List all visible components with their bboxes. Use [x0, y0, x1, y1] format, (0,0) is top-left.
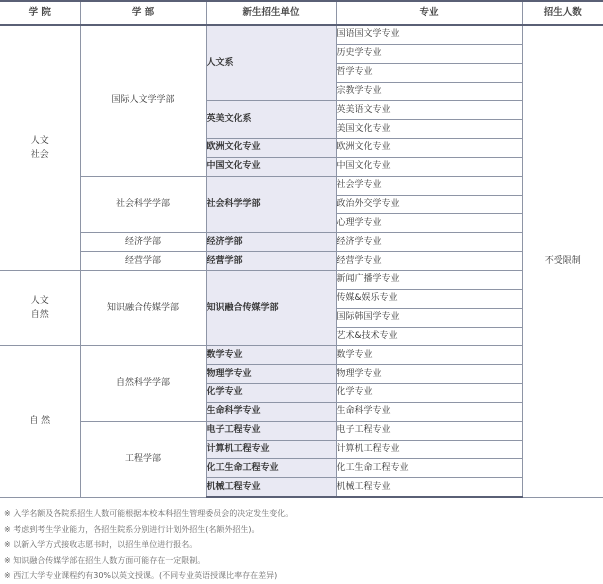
unit-knowledge-media: 知识融合传媒学部: [206, 270, 336, 345]
major-cell: 历史学专业: [336, 44, 522, 63]
faculty-intl-humanities: 国际人文学学部: [80, 25, 206, 176]
major-cell: 中国文化专业: [336, 157, 522, 176]
header-unit: 新生招生单位: [206, 1, 336, 25]
major-cell: 政治外交学专业: [336, 195, 522, 214]
unit-economics: 经济学部: [206, 233, 336, 252]
faculty-economics: 经济学部: [80, 233, 206, 252]
major-cell: 电子工程专业: [336, 421, 522, 440]
major-cell: 哲学专业: [336, 63, 522, 82]
table-row: [0, 270, 603, 289]
table-row: [0, 176, 603, 195]
unit-chemistry: 化学专业: [206, 384, 336, 403]
unit-european-culture: 欧洲文化专业: [206, 139, 336, 158]
unit-physics: 物理学专业: [206, 365, 336, 384]
major-cell: 传媒&娱乐专业: [336, 289, 522, 308]
college-humanities-nature: 人文 自然: [0, 270, 80, 345]
footnote: ※ 知识融合传媒学部在招生人数方面可能存在一定限制。: [4, 555, 206, 565]
college-humanities-social: 人文 社会: [0, 25, 80, 270]
unit-business: 经营学部: [206, 252, 336, 271]
unit-humanities: 人文系: [206, 25, 336, 101]
major-cell: 美国文化专业: [336, 120, 522, 139]
header-major: 专业: [336, 1, 522, 25]
footnote: ※ 入学名额及各院系招生人数可能根据本校本科招生管理委员会的决定发生变化。: [4, 509, 294, 518]
table-row: [0, 346, 603, 365]
major-cell: 机械工程专业: [336, 478, 522, 497]
quota-cell: 不受限制: [522, 25, 603, 497]
table-row: [0, 252, 603, 271]
faculty-business: 经营学部: [80, 252, 206, 271]
unit-electronic: 电子工程专业: [206, 421, 336, 440]
major-cell: 心理学专业: [336, 214, 522, 233]
major-cell: 欧洲文化专业: [336, 139, 522, 158]
major-cell: 国语国文学专业: [336, 25, 522, 44]
header-faculty: 学 部: [80, 1, 206, 25]
major-cell: 社会学专业: [336, 176, 522, 195]
major-cell: 新闻广播学专业: [336, 270, 522, 289]
unit-chem-eng: 化工生命工程专业: [206, 459, 336, 478]
table-row: [0, 233, 603, 252]
footnote: ※ 考虑到考生学业能力，各招生院系分别进行计划外招生(名额外招生)。: [4, 524, 260, 534]
major-cell: 生命科学专业: [336, 402, 522, 421]
faculty-social-science: 社会科学学部: [80, 176, 206, 233]
faculty-knowledge-media: 知识融合传媒学部: [80, 270, 206, 345]
major-cell: 计算机工程专业: [336, 440, 522, 459]
unit-computer: 计算机工程专业: [206, 440, 336, 459]
footnote: ※ 西江大学专业课程约有30%以英文授课。(不同专业英语授课比率存在差异): [4, 571, 278, 580]
major-cell: 宗教学专业: [336, 82, 522, 101]
footnotes: [4, 506, 600, 584]
header-college: 学 院: [0, 1, 80, 25]
unit-english-culture: 英美文化系: [206, 101, 336, 139]
major-cell: 数学专业: [336, 346, 522, 365]
header-row: [0, 1, 603, 25]
table-row: [0, 421, 603, 440]
header-quota: 招生人数: [522, 1, 603, 25]
unit-life-science: 生命科学专业: [206, 402, 336, 421]
table-row: [0, 25, 603, 44]
college-nature: 自 然: [0, 346, 80, 497]
major-cell: 物理学专业: [336, 365, 522, 384]
major-cell: 艺术&技术专业: [336, 327, 522, 346]
unit-mechanical: 机械工程专业: [206, 478, 336, 497]
major-cell: 经济学专业: [336, 233, 522, 252]
unit-chinese-culture: 中国文化专业: [206, 157, 336, 176]
footnote: ※ 以新入学方式接收志愿书时，以招生单位进行报名。: [4, 540, 198, 549]
unit-social-science: 社会科学学部: [206, 176, 336, 233]
major-cell: 化工生命工程专业: [336, 459, 522, 478]
major-cell: 化学专业: [336, 384, 522, 403]
faculty-natural-science: 自然科学学部: [80, 346, 206, 421]
faculty-engineering: 工程学部: [80, 421, 206, 497]
unit-math: 数学专业: [206, 346, 336, 365]
major-cell: 经营学专业: [336, 252, 522, 271]
major-cell: 英美语文专业: [336, 101, 522, 120]
major-cell: 国际韩国学专业: [336, 308, 522, 327]
